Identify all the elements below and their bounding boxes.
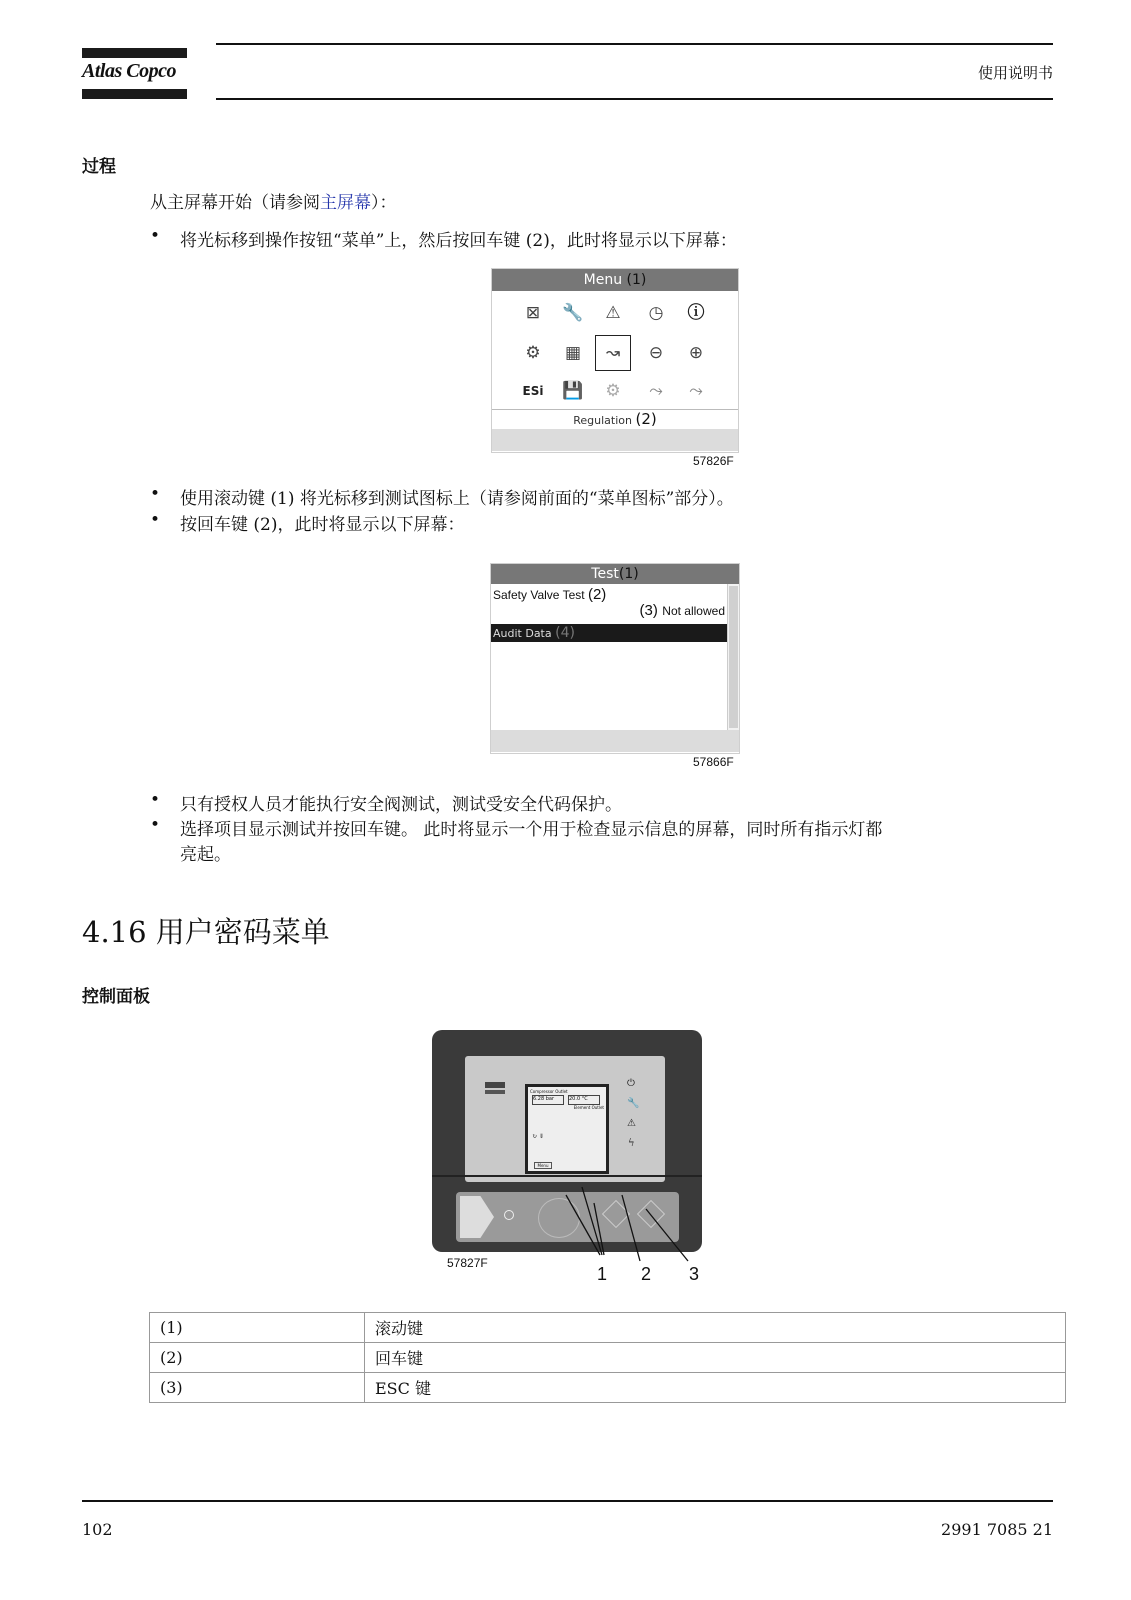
- panel-display-value1: [532, 1095, 564, 1105]
- intro-paragraph: [150, 188, 397, 213]
- safety-valve-test-item[interactable]: [493, 586, 606, 603]
- table-row: [150, 1373, 1066, 1403]
- logo-text: Atlas Copco: [82, 60, 176, 82]
- warning-icon: ⚠: [605, 303, 621, 323]
- wrench-icon: 🔧: [562, 303, 584, 323]
- panel-display-menu: Menu: [534, 1162, 552, 1169]
- panel-voltage-icon: ϟ: [628, 1138, 635, 1149]
- panel-display-line2: Element Outlet: [573, 1105, 604, 1110]
- panel-display: [525, 1084, 609, 1174]
- test-screen-title: [491, 564, 739, 584]
- page-number: 102: [82, 1520, 113, 1539]
- header-rule-bottom: [216, 98, 1053, 100]
- regulation-icon: ↝: [595, 335, 631, 371]
- document-title: 使用说明书: [977, 64, 1053, 82]
- legend-value: 滚动键: [365, 1313, 1066, 1343]
- menu-title-text: Menu: [583, 272, 623, 288]
- legend-key: (1): [150, 1313, 365, 1343]
- counter-icon: ▦: [564, 343, 582, 363]
- table-row: [150, 1313, 1066, 1343]
- test-screen-footer: [491, 730, 739, 752]
- bullet-text-1: 将光标移到操作按钮“菜单”上，然后按回车键 (2)，此时将显示以下屏幕：: [180, 231, 737, 251]
- table-row: [150, 1343, 1066, 1373]
- legend-key: (2): [150, 1343, 365, 1373]
- legend-table: [149, 1312, 1066, 1403]
- document-number: 2991 7085 21: [941, 1520, 1053, 1539]
- test-scrollbar-thumb[interactable]: [729, 586, 738, 728]
- bullet-marker: •: [150, 510, 161, 530]
- menu-title-callout: (1): [626, 272, 647, 288]
- status-text: Not allowed: [662, 604, 725, 618]
- panel-display-loop-icon: ↻ ⇓: [532, 1133, 544, 1140]
- panel-callout-lines: [540, 1185, 710, 1280]
- panel-figure-code: 57827F: [447, 1256, 488, 1270]
- panel-display-line1: Compressor Outlet: [530, 1089, 568, 1094]
- bullet-text-4: 只有授权人员才能执行安全阀测试，测试受安全代码保护。: [180, 795, 622, 815]
- menu-screen-footer: [492, 429, 738, 451]
- panel-power-icon: ⏻: [627, 1078, 635, 1089]
- bullet-marker: •: [150, 484, 161, 504]
- bullet-text-3: 按回车键 (2)，此时将显示以下屏幕：: [180, 515, 465, 535]
- logo-bar-top: [82, 48, 187, 58]
- intro-prefix: 从主屏幕开始（请参阅: [150, 193, 320, 213]
- panel-service-icon: 🔧: [627, 1098, 640, 1109]
- save-icon: 💾: [562, 381, 584, 401]
- logo-bar-bottom: [82, 89, 187, 99]
- menu-selected-label-row: [492, 410, 738, 428]
- panel-logo: [485, 1082, 505, 1088]
- key-icon: ⤳: [649, 381, 663, 401]
- audit-data-item[interactable]: [491, 624, 727, 642]
- input-icon: ⊖: [648, 343, 664, 363]
- test-scrollbar[interactable]: [727, 584, 739, 730]
- info-icon: ⓘ: [687, 303, 705, 323]
- legend-value: 回车键: [365, 1343, 1066, 1373]
- output-icon: ⊕: [688, 343, 704, 363]
- audit-data-callout: (4): [555, 625, 575, 641]
- clock-icon: ◷: [648, 303, 664, 323]
- footer-rule: [82, 1500, 1053, 1502]
- panel-logo-bar: [485, 1090, 505, 1094]
- callout-3: 3: [689, 1264, 700, 1284]
- panel-warning-icon: ⚠: [627, 1118, 636, 1129]
- test-title-text: Test: [591, 566, 619, 582]
- main-screen-link[interactable]: 主屏幕: [320, 193, 371, 213]
- panel-value2: 20.0: [569, 1096, 581, 1102]
- gears-icon: ⚙: [605, 381, 621, 401]
- test-screen-figure: [490, 563, 740, 754]
- key-alt-icon: ⤳: [689, 381, 703, 401]
- menu-selected-callout: (2): [635, 410, 657, 428]
- audit-data-label: Audit Data: [493, 627, 552, 640]
- bullet-text-2: 使用滚动键 (1) 将光标移到测试图标上（请参阅前面的“菜单图标”部分）。: [180, 489, 734, 509]
- section-heading-control-panel: 控制面板: [82, 987, 150, 1007]
- stop-button[interactable]: [504, 1210, 514, 1220]
- panel-seam: [432, 1175, 702, 1177]
- esi-icon: ESi: [522, 384, 544, 398]
- bullet-text-5-line1: 选择项目显示测试并按回车键。 此时将显示一个用于检查显示信息的屏幕，同时所有指示灯都: [180, 820, 883, 840]
- header-rule-top: [216, 43, 1053, 45]
- settings-icon: ⚙: [525, 343, 541, 363]
- start-button[interactable]: [460, 1196, 494, 1238]
- menu-screen-title: [492, 269, 738, 291]
- bullet-text-5-line2: 亮起。: [180, 845, 231, 865]
- menu-screen-figure: [491, 268, 739, 453]
- menu-figure-code: 57826F: [693, 454, 734, 468]
- section-heading-4-16: 4.16 用户密码菜单: [82, 915, 330, 949]
- callout-1: 1: [597, 1264, 608, 1284]
- intro-suffix: ）：: [371, 193, 397, 213]
- panel-value1: 6.28: [533, 1096, 545, 1102]
- status-callout: (3): [639, 602, 658, 619]
- legend-key: (3): [150, 1373, 365, 1403]
- test-title-callout: (1): [618, 566, 639, 582]
- bullet-marker: •: [150, 815, 161, 835]
- legend-value: ESC 键: [365, 1373, 1066, 1403]
- bullet-marker: •: [150, 226, 161, 246]
- safety-valve-test-label: Safety Valve Test: [493, 588, 585, 602]
- safety-valve-test-callout: (2): [587, 586, 607, 603]
- bullet-marker: •: [150, 790, 161, 810]
- panel-unit2: °C: [581, 1096, 588, 1102]
- callout-2: 2: [641, 1264, 652, 1284]
- section-heading-process: 过程: [82, 157, 116, 177]
- panel-face: [465, 1056, 665, 1182]
- status-icon: ⊠: [525, 303, 541, 323]
- safety-valve-status: [640, 602, 726, 620]
- panel-unit1: bar: [545, 1096, 555, 1102]
- test-figure-code: 57866F: [693, 755, 734, 769]
- menu-selected-label: Regulation: [573, 414, 632, 427]
- panel-display-value2: [568, 1095, 600, 1105]
